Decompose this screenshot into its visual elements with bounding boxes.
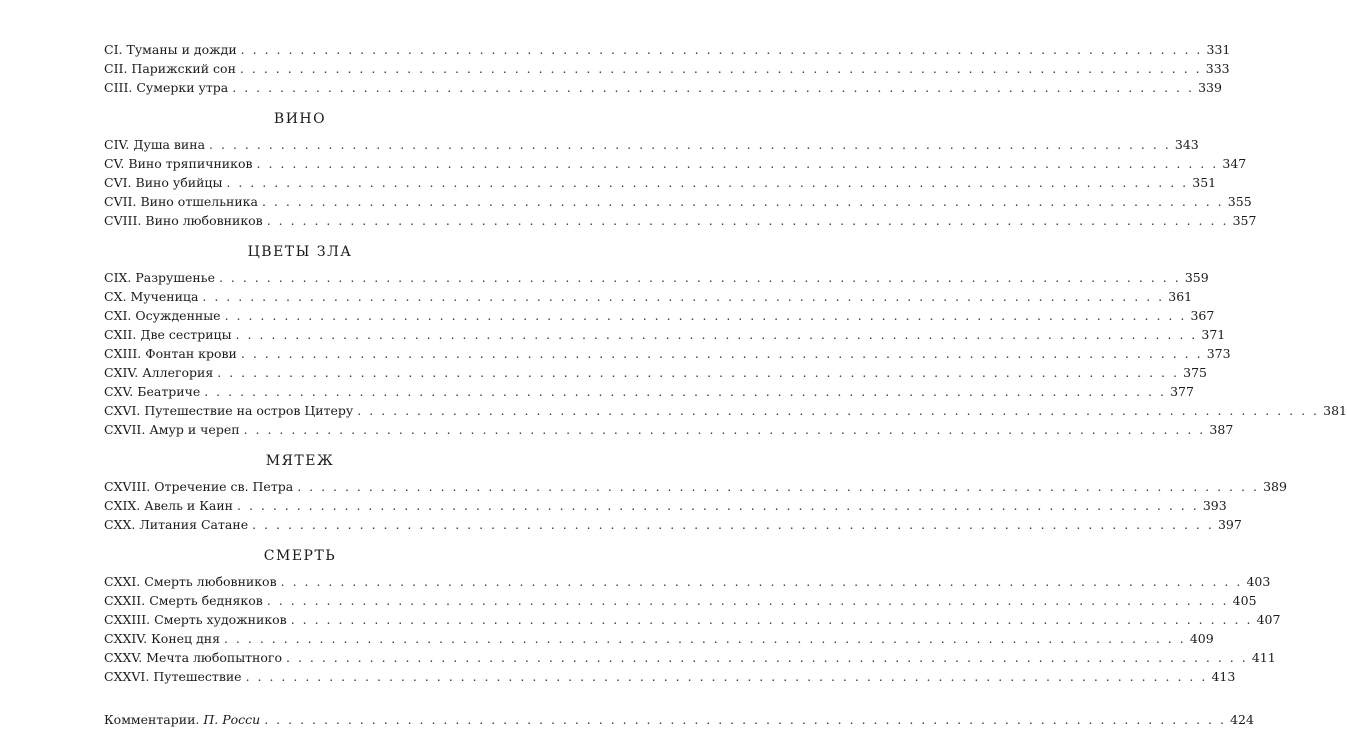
entry-page: 407 — [1256, 612, 1281, 627]
toc-entry[interactable] — [104, 420, 1234, 439]
dot-leader — [225, 306, 1187, 325]
entry-page: 405 — [1232, 593, 1257, 608]
entry-number: CXX. — [104, 517, 136, 532]
toc-entry[interactable] — [104, 173, 1217, 192]
entry-page: 375 — [1183, 365, 1207, 380]
toc-entry[interactable] — [104, 344, 1231, 363]
entry-number: CVI. — [104, 175, 132, 190]
commentary-label: Комментарии. — [104, 712, 200, 727]
entry-title: Разрушенье — [135, 270, 215, 285]
entry-title: Смерть бедняков — [149, 593, 263, 608]
entry-number: CIII. — [104, 80, 133, 95]
dot-leader — [281, 572, 1243, 591]
toc-entry[interactable] — [104, 211, 1257, 230]
toc-entry[interactable] — [104, 401, 1347, 420]
toc-entry[interactable] — [104, 154, 1247, 173]
dot-leader — [204, 382, 1166, 401]
table-of-contents — [104, 40, 1347, 729]
dot-leader — [241, 344, 1203, 363]
entry-page: 397 — [1217, 517, 1242, 532]
entry-page: 409 — [1189, 631, 1214, 646]
entry-page: 343 — [1174, 137, 1199, 152]
toc-entry[interactable] — [104, 192, 1252, 211]
entry-title: Сумерки утра — [136, 80, 229, 95]
entry-number: CXIII. — [104, 346, 142, 361]
entry-title: Беатриче — [137, 384, 201, 399]
dot-leader — [267, 591, 1229, 610]
entry-number: CXXI. — [104, 574, 141, 589]
dot-leader — [262, 192, 1224, 211]
toc-entry[interactable] — [104, 325, 1226, 344]
toc-entry[interactable] — [104, 477, 1287, 496]
dot-leader — [252, 515, 1214, 534]
entry-page: 387 — [1209, 422, 1234, 437]
entry-page: 355 — [1227, 194, 1252, 209]
entry-page: 347 — [1222, 156, 1247, 171]
entry-page: 357 — [1232, 213, 1257, 228]
dot-leader — [267, 211, 1229, 230]
entry-number: CXII. — [104, 327, 137, 342]
entry-title: Вино тряпичников — [128, 156, 253, 171]
dot-leader — [357, 401, 1319, 420]
entry-number: CXXV. — [104, 650, 143, 665]
commentary-editor: П. Росси — [203, 712, 261, 727]
entry-title: Конец дня — [151, 631, 220, 646]
dot-leader — [291, 610, 1253, 629]
entry-page: 371 — [1201, 327, 1226, 342]
entry-title: Вино любовников — [145, 213, 263, 228]
toc-entry[interactable] — [104, 135, 1199, 154]
entry-title: Мученица — [130, 289, 199, 304]
entry-number: CXV. — [104, 384, 134, 399]
entry-title: Две сестрицы — [140, 327, 232, 342]
entry-number: CXXIV. — [104, 631, 148, 646]
entry-number: CXIX. — [104, 498, 141, 513]
entry-number: CX. — [104, 289, 127, 304]
dot-leader — [241, 40, 1203, 59]
entry-number: CIX. — [104, 270, 132, 285]
entry-title: Фонтан крови — [145, 346, 237, 361]
toc-entry[interactable] — [104, 268, 1209, 287]
entry-page: 351 — [1192, 175, 1217, 190]
entry-title: Смерть любовников — [144, 574, 277, 589]
entry-title: Аллегория — [142, 365, 214, 380]
entry-title: Литания Сатане — [139, 517, 249, 532]
section-heading: СМЕРТЬ — [263, 548, 337, 564]
dot-leader — [209, 135, 1171, 154]
entry-number: CIV. — [104, 137, 130, 152]
entry-title: Путешествие на остров Цитеру — [144, 403, 354, 418]
entry-page: 373 — [1206, 346, 1231, 361]
entry-page: 331 — [1206, 42, 1231, 57]
dot-leader — [202, 287, 1164, 306]
entry-number: CII. — [104, 61, 128, 76]
entry-number: CXXIII. — [104, 612, 151, 627]
toc-entry[interactable] — [104, 40, 1231, 59]
commentary-page: 424 — [1230, 712, 1254, 727]
entry-page: 411 — [1251, 650, 1276, 665]
section-wine — [104, 109, 1257, 230]
dot-leader — [297, 477, 1259, 496]
toc-entry[interactable] — [104, 515, 1242, 534]
entry-number: CXXVI. — [104, 669, 150, 684]
entry-number: CVIII. — [104, 213, 142, 228]
section-heading: МЯТЕЖ — [265, 453, 335, 469]
entry-number: CXVII. — [104, 422, 146, 437]
dot-leader — [217, 363, 1179, 382]
entry-page: 333 — [1205, 61, 1230, 76]
entry-number: CXVI. — [104, 403, 141, 418]
entry-title: Душа вина — [133, 137, 206, 152]
toc-entry[interactable] — [104, 496, 1227, 515]
entry-page: 413 — [1211, 669, 1236, 684]
entry-page: 377 — [1170, 384, 1194, 399]
dot-leader — [264, 710, 1226, 729]
toc-entry[interactable] — [104, 629, 1214, 648]
toc-entry[interactable] — [104, 363, 1207, 382]
toc-entry[interactable] — [104, 306, 1215, 325]
entry-number: CXI. — [104, 308, 132, 323]
entry-number: CXVIII. — [104, 479, 151, 494]
entry-number: CV. — [104, 156, 125, 171]
commentary-entry[interactable] — [104, 710, 1254, 729]
entry-number: CVII. — [104, 194, 137, 209]
entry-page: 361 — [1168, 289, 1193, 304]
dot-leader — [232, 78, 1194, 97]
toc-entry[interactable] — [104, 667, 1236, 686]
dot-leader — [236, 325, 1198, 344]
entry-title: Смерть художников — [154, 612, 287, 627]
dot-leader — [224, 629, 1186, 648]
entry-page: 367 — [1190, 308, 1215, 323]
entry-page: 339 — [1198, 80, 1222, 95]
dot-leader — [219, 268, 1181, 287]
entry-title: Мечта любопытного — [146, 650, 282, 665]
entry-number: CXXII. — [104, 593, 146, 608]
toc-entry[interactable] — [104, 572, 1271, 591]
entry-title: Авель и Каин — [144, 498, 233, 513]
section-flowers-of-evil — [104, 242, 1347, 439]
section-rebellion — [104, 451, 1287, 534]
dot-leader — [257, 154, 1219, 173]
entry-title: Осужденные — [135, 308, 221, 323]
section-death — [104, 546, 1281, 686]
toc-entry[interactable] — [104, 648, 1276, 667]
entry-page: 389 — [1263, 479, 1287, 494]
entry-page: 403 — [1246, 574, 1271, 589]
entry-title: Парижский сон — [131, 61, 236, 76]
entry-title: Туманы и дожди — [126, 42, 237, 57]
toc-entry[interactable] — [104, 382, 1194, 401]
entry-title: Отречение св. Петра — [154, 479, 294, 494]
dot-leader — [226, 173, 1188, 192]
toc-entry[interactable] — [104, 78, 1222, 97]
entry-page: 381 — [1323, 403, 1347, 418]
entry-title: Вино отшельника — [140, 194, 258, 209]
dot-leader — [286, 648, 1248, 667]
entry-title: Путешествие — [153, 669, 242, 684]
entry-page: 393 — [1202, 498, 1227, 513]
dot-leader — [246, 667, 1208, 686]
entry-number: CI. — [104, 42, 123, 57]
section-heading: ЦВЕТЫ ЗЛА — [247, 244, 353, 260]
toc-entry[interactable] — [104, 287, 1193, 306]
toc-entry[interactable] — [104, 591, 1257, 610]
toc-entry[interactable] — [104, 610, 1281, 629]
entry-number: CXIV. — [104, 365, 139, 380]
entry-page: 359 — [1184, 270, 1209, 285]
toc-entry[interactable] — [104, 59, 1230, 78]
dot-leader — [240, 59, 1202, 78]
intro-group — [104, 40, 1231, 97]
dot-leader — [237, 496, 1199, 515]
entry-title: Амур и череп — [149, 422, 240, 437]
section-heading: ВИНО — [273, 111, 327, 127]
entry-title: Вино убийцы — [135, 175, 223, 190]
dot-leader — [244, 420, 1206, 439]
